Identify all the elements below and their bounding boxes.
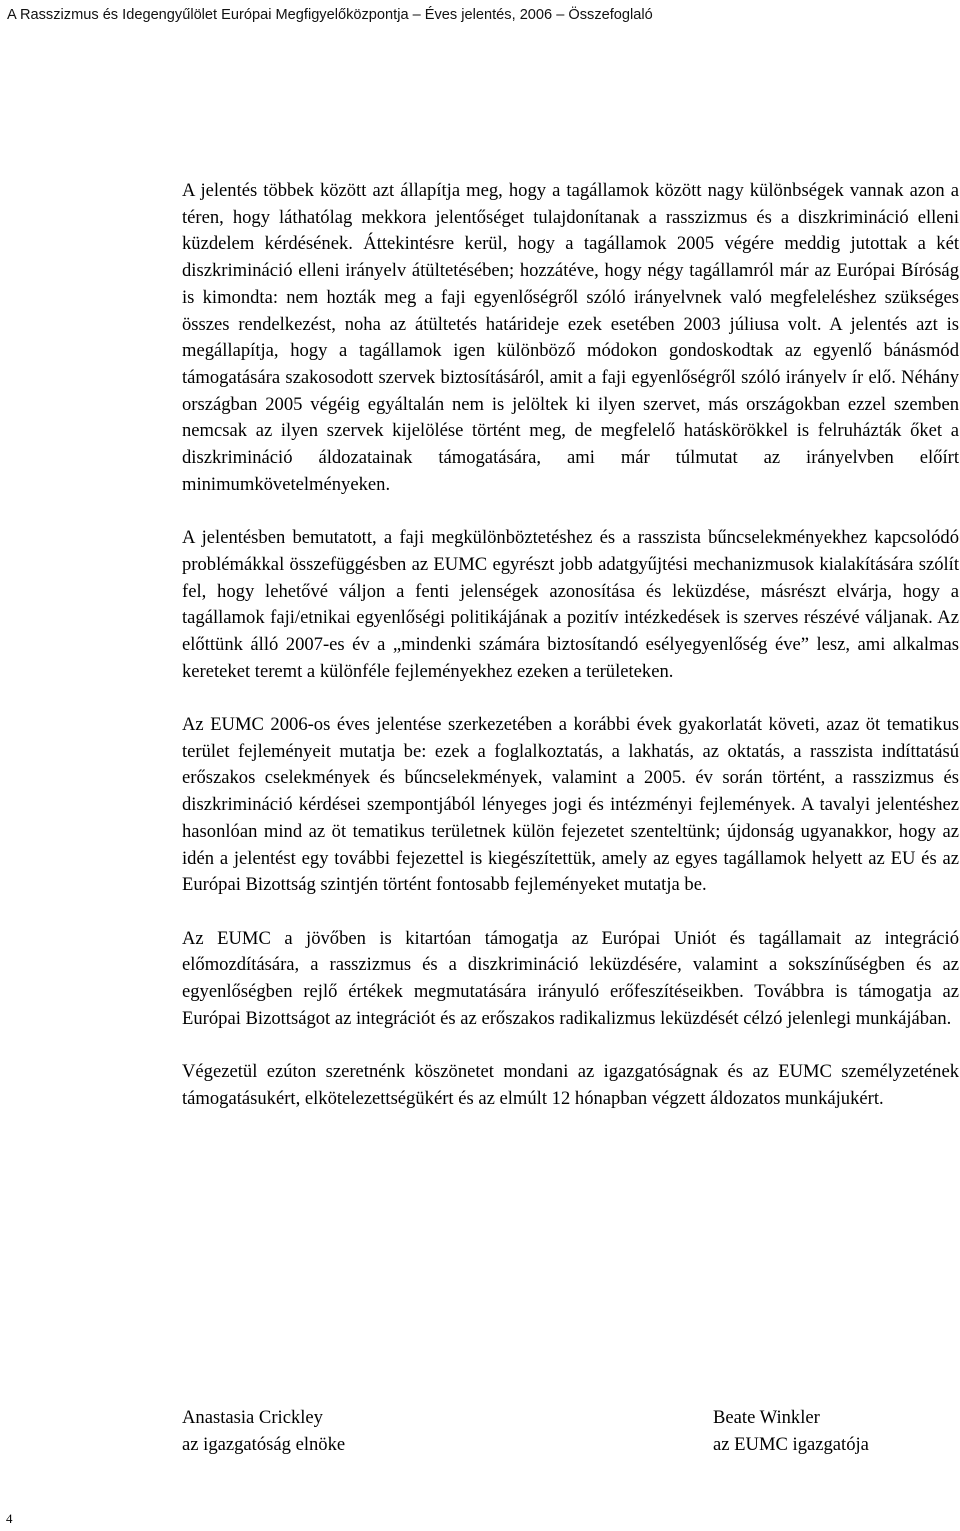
signatory-name: Anastasia Crickley (182, 1407, 323, 1428)
paragraph-1: A jelentés többek között azt állapítja meg, hogy a tagállamok között nagy különbségek vannak azon a téren, hogy láthatólag mekkora jelentőséget tulajdonítanak a rasszizmus és a diszkrimináció elleni küzdelem kérdésének. Áttekintésre kerül, hogy a tagállamok 2005 végére meddig jutottak a két diszkrimináció elleni irányelv átültetésében; hozzátéve, hogy négy tagállamról már az Európai Bíróság is kimondta: nem hozták meg a faji egyenlőségről szóló irányelvnek való megfeleléshez szükséges összes rendelkezést, noha az átültetés határideje ezek esetében 2003 júliusa volt. A jelentés azt is megállapítja, hogy a tagállamok igen különböző módokon gondoskodtak az egyenlő bánásmód támogatására szakosodott szervek biztosításáról, amit a faji egyenlőségről szóló irányelv ír elő. Néhány országban 2005 végéig egyáltalán nem is jelöltek ki ilyen szervet, más országokban ezzel szemben nemcsak az ilyen szervek kijelölése történt meg, de megfelelő hatáskörökkel is felruházták őket a diszkrimináció áldozatainak támogatására, ami már túlmutat az irányelvben előírt minimumkövetelményeken. (182, 180, 959, 495)
document-body (182, 178, 959, 1139)
paragraph-4: Az EUMC a jövőben is kitartóan támogatja az Európai Uniót és tagállamait az integráció előmozdítására, a rasszizmus és a diszkrimináció leküzdésére, valamint a sokszínűségben és az egyenlőségben rejlő értékek megmutatására irányuló erőfeszítéseikben. Továbbra is támogatja az Európai Bizottságot az integrációt és az erőszakos radikalizmus leküzdését célzó jelenlegi munkájában. (182, 927, 959, 1029)
signature-left (182, 1405, 345, 1458)
running-header: A Rasszizmus és Idegengyűlölet Európai Megfigyelőközpontja – Éves jelentés, 2006 – Összefoglaló (7, 7, 653, 23)
paragraph-3: Az EUMC 2006-os éves jelentése szerkezetében a korábbi évek gyakorlatát követi, azaz öt tematikus terület fejleményeit mutatja be: ezek a foglalkoztatás, a lakhatás, az oktatás, a rasszista indíttatású erőszakos cselekmények és bűncselekmények, valamint a 2005. év során történt, a rasszizmus és diszkrimináció kérdései szempontjából lényeges jogi és intézményi fejlemények. A tavalyi jelentéshez hasonlóan mind az öt tematikus területnek külön fejezetet szenteltünk; újdonság ugyanakkor, hogy az idén a jelentést egy további fejezettel is kiegészítettük, amely az egyes tagállamok helyett az EU és az Európai Bizottság szintjén történt fontosabb fejleményeket mutatja be. (182, 714, 959, 896)
signatory-name: Beate Winkler (713, 1407, 820, 1428)
paragraph-2: A jelentésben bemutatott, a faji megkülönböztetéshez és a rasszista bűncselekményekhez kapcsolódó problémákkal összefüggésben az EUMC egyrészt jobb adatgyűjtési mechanizmusok kialakítására szólít fel, hogy lehetővé váljon a fenti jelenségek azonosítása és leküzdése, másrészt elvárja, hogy a tagállamok faji/etnikai egyenlőségi politikájának a pozitív intézkedések is szerves részévé váljanak. Az előttünk álló 2007-es év a „mindenki számára biztosítandó esélyegyenlőség éve” lesz, ami alkalmas kereteket teremt a különféle fejleményekhez ezeken a területeken. (182, 527, 959, 682)
signatory-title: az EUMC igazgatója (713, 1433, 869, 1455)
page-number: 4 (6, 1511, 13, 1526)
signatory-title: az igazgatóság elnöke (182, 1433, 346, 1455)
signature-right (713, 1405, 869, 1458)
paragraph-5: Végezetül ezúton szeretnénk köszönetet mondani az igazgatóságnak és az EUMC személyzetének támogatásukért, elkötelezettségükért és az elmúlt 12 hónapban végzett áldozatos munkájukért. (182, 1061, 959, 1109)
